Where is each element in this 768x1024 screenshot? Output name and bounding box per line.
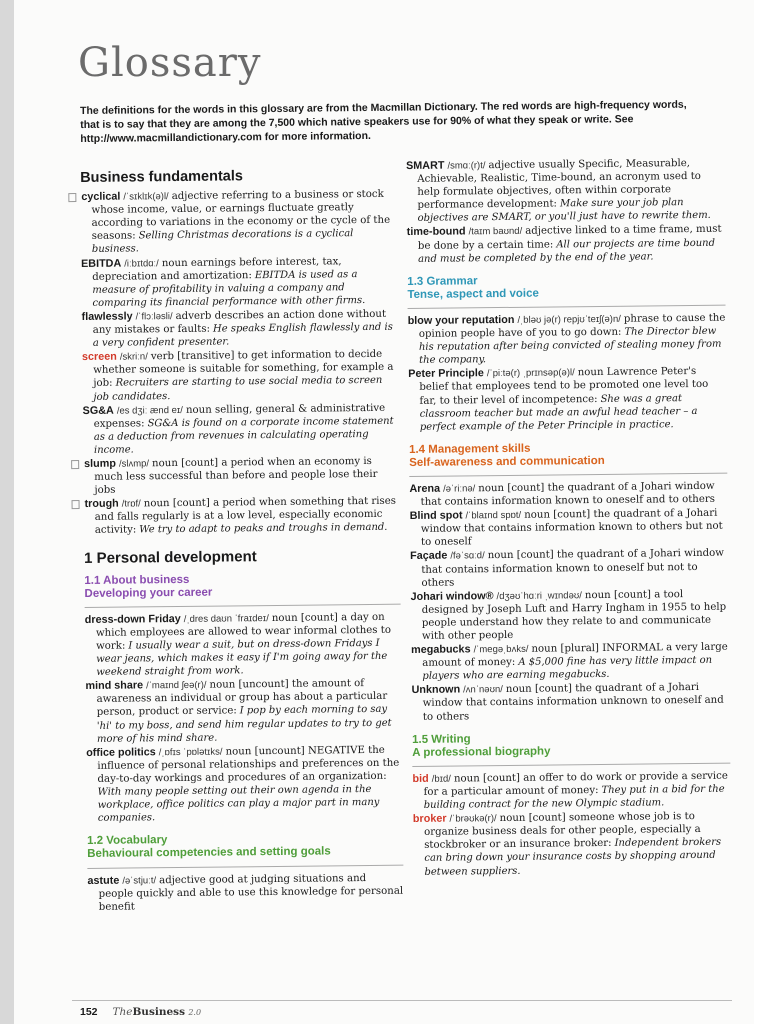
- glossary-entry: [413, 810, 732, 879]
- headword: cyclical: [81, 190, 121, 204]
- pronunciation: /trɒf/: [121, 498, 141, 510]
- pronunciation: /ˈblaɪnd spɒt/: [465, 509, 522, 522]
- headword: flawlessly: [81, 310, 133, 323]
- glossary-entry: [81, 254, 398, 310]
- definition: noun [count] the quadrant of a Johari window that contains information unknown to oneself and to others: [422, 682, 724, 723]
- headword: EBITDA: [80, 257, 122, 270]
- footer: [80, 1006, 201, 1018]
- footer-rule: [72, 1000, 732, 1001]
- glossary-entry: [406, 157, 725, 226]
- definition: noun [count] the quadrant of a Johari window that contains information known to oneself but not to others: [421, 548, 725, 589]
- subsection-name: Developing your career: [84, 586, 213, 600]
- glossary-entry: [85, 677, 402, 746]
- business-entries: [80, 188, 400, 538]
- headword: Arena: [409, 482, 441, 495]
- brand-prefix: The: [112, 1006, 133, 1018]
- subsection-number: 1.2 Vocabulary: [87, 834, 168, 848]
- pronunciation: /iːbɪtdɑː/: [124, 257, 159, 270]
- example: I pop by each morning to say 'hi' to my boss, and send him regular updates to try to get more of his mind share.: [96, 704, 392, 745]
- example: She was a great classroom teacher but made an awful head teacher – a perfect example of the Peter Principle in practice.: [419, 392, 698, 433]
- glossary-entry: [84, 495, 400, 538]
- headword: megabucks: [411, 643, 471, 657]
- checkbox-marker-icon: [72, 500, 80, 509]
- headword: blow your reputation: [407, 313, 515, 327]
- brand-version: 2.0: [188, 1008, 202, 1017]
- definition: verb [transitive] to get information to decide whether someone is suitable for something, for example a job:: [93, 349, 394, 390]
- business-heading: Business fundamentals: [80, 168, 243, 186]
- definition: noun [plural] INFORMAL a very large amount of money:: [422, 641, 728, 670]
- definition: noun [count] someone whose job is to organize business deals for other people, especially a stockbroker or an insurance broker:: [423, 811, 701, 852]
- glossary-entry: [408, 312, 727, 368]
- example: SG&A is found on a corporate income statement as a deduction from revenues in calculating operating income.: [93, 415, 394, 456]
- headword: dress-down Friday: [84, 612, 181, 626]
- subsection-name: A professional biography: [412, 745, 551, 759]
- glossary-entry: [85, 610, 402, 679]
- pronunciation: /ˈmegəˌbʌks/: [473, 643, 529, 656]
- definition: noun [count] an offer to do work or provide a service for a particular amount of money:: [423, 770, 728, 798]
- glossary-entry: [408, 365, 727, 434]
- glossary-entry: [83, 401, 400, 457]
- pronunciation: /bɪd/: [431, 773, 451, 785]
- glossary-entry: [86, 743, 403, 825]
- management-entries: [409, 480, 730, 724]
- subsection-name: Self-awareness and communication: [409, 454, 605, 469]
- glossary-entry: [412, 769, 730, 812]
- personal-sub2-entries: [87, 871, 403, 914]
- example: We try to adapt to peaks and troughs in demand.: [139, 522, 388, 536]
- definition: noun Lawrence Peter's belief that employees tend to be promoted one level too far, to their level of incompetence:: [419, 366, 709, 407]
- headword: Blind spot: [409, 509, 463, 523]
- headword: slump: [84, 457, 116, 470]
- definition: noun [count] the quadrant of a Johari window that contains information known to oneself and to others: [420, 480, 716, 508]
- headword: astute: [87, 874, 120, 887]
- page-edge: [0, 0, 14, 1024]
- grammar-entries: [408, 312, 727, 434]
- headword: Johari window®: [410, 589, 494, 603]
- writing-entries: [412, 769, 731, 878]
- pronunciation: /ˌdres daʊn ˈfraɪdeɪ/: [183, 612, 269, 625]
- glossary-entry: [83, 455, 399, 498]
- example: Recruiters are starting to use social media to screen job candidates.: [93, 375, 383, 403]
- subsection-number: 1.4 Management skills: [408, 442, 531, 456]
- definition: noun [uncount] the amount of awareness an individual or group has about a particular person, product or service:: [96, 678, 388, 719]
- headword: SMART: [406, 159, 445, 172]
- glossary-entry: [410, 507, 728, 550]
- pronunciation: /es dʒiː ænd eɪ/: [116, 404, 183, 417]
- subsection-name: Behavioural competencies and setting goals: [87, 845, 331, 861]
- checkbox-marker-icon: [68, 193, 76, 202]
- glossary-entry: [411, 641, 729, 684]
- glossary-entry: [410, 547, 728, 590]
- definition: noun [count] a period when something that rises and falls regularly is at a low level, especially economic activity:: [94, 495, 397, 537]
- glossary-entry: [411, 587, 730, 643]
- glossary-entry: [87, 871, 403, 914]
- subsection-1-5: [412, 730, 730, 767]
- example: All our projects are time bound and must be completed by the end of the year.: [417, 237, 716, 265]
- subsection-1-2: [87, 832, 403, 868]
- glossary-entry: [407, 223, 725, 266]
- page: [14, 0, 754, 1024]
- pronunciation: /əˈstjuːt/: [122, 874, 157, 887]
- example: I usually wear a suit, but on dress-down Fridays I wear jeans, which makes it easy if I'm going away for the weekend straight from work.: [96, 637, 388, 679]
- headword: mind share: [85, 679, 144, 693]
- definition: noun [count] the quadrant of a Johari window that contains information known to others but not to oneself: [420, 507, 723, 549]
- right-column: [406, 157, 732, 880]
- pronunciation: /smɑː(r)t/: [447, 160, 486, 172]
- glossary-entry: [80, 188, 397, 257]
- definition: phrase to cause the opinion people have of you to go down:: [418, 312, 726, 340]
- definition: adverb describes an action done without any mistakes or faults:: [92, 308, 387, 336]
- definition: noun [uncount] NEGATIVE the influence of personal relationships and preferences on the day-to-day workings and procedures of an organization:: [97, 744, 400, 785]
- definition: adjective linked to a time frame, must be done by a certain time:: [417, 224, 722, 252]
- pronunciation: /ˌɒfɪs ˈpɒlətɪks/: [158, 746, 223, 758]
- right-top-entries: [406, 157, 725, 266]
- pronunciation: /ˈsɪklɪk(ə)l/: [123, 191, 169, 203]
- subsection-name: Tense, aspect and voice: [407, 287, 539, 301]
- intro-text: The definitions for the words in this glossary are from the Macmillan Dictionary. The red words are high-frequency words, that is to say that they are among the 7,500 which native speakers use for 90% of what they speak or write. See http://www.macmillandictionary.com for more information.: [80, 98, 687, 145]
- example: They put in a bid for the building contract for the new Olympic stadium.: [423, 783, 725, 811]
- headword: bid: [412, 772, 429, 785]
- pronunciation: /ˈflɔːləsli/: [135, 310, 173, 323]
- subsection-1-3: [407, 272, 725, 309]
- subsection-number: 1.5 Writing: [412, 733, 471, 746]
- headword: time-bound: [406, 225, 466, 239]
- example: Make sure your job plan objectives are SMART, or you'll just have to rewrite them.: [417, 197, 711, 225]
- headword: trough: [84, 497, 119, 511]
- pronunciation: /fəˈsɑːd/: [450, 550, 485, 562]
- page-number: 152: [80, 1006, 98, 1018]
- definition: noun selling, general & administrative expenses:: [93, 402, 386, 430]
- definition: adjective good at judging situations and people quickly and able to use this knowledge for personal benefit: [98, 872, 404, 913]
- pronunciation: /ˈbrəʊkə(r)/: [449, 813, 497, 825]
- example: He speaks English flawlessly and is a very confident presenter.: [92, 321, 393, 349]
- pronunciation: /skriːn/: [119, 351, 148, 363]
- definition: noun [count] a period when an economy is much less successful than before and people lose their jobs: [94, 455, 378, 497]
- example: EBITDA is used as a measure of profitability in valuing a company and comparing its financial performance with other firms.: [92, 268, 366, 309]
- subsection-1-4: [409, 440, 727, 477]
- example: A $5,000 fine has very little impact on players who are earning megabucks.: [422, 655, 713, 683]
- personal-heading: 1 Personal development: [84, 547, 257, 567]
- pronunciation: /ˌbləʊ jə(r) repjʊˈteɪʃ(ə)n/: [517, 313, 621, 326]
- definition: noun [count] a day on which employees are allowed to wear informal clothes to work:: [95, 611, 392, 652]
- glossary-entry: [82, 308, 398, 351]
- headword: Peter Principle: [408, 367, 484, 381]
- pronunciation: /ˈpiːtə(r) ˌprɪnsəp(ə)l/: [486, 367, 575, 380]
- subsection-1-1: [84, 571, 400, 607]
- glossary-entry: [409, 480, 727, 510]
- glossary-entry: [411, 681, 729, 724]
- headword: office politics: [86, 745, 156, 759]
- pronunciation: /ˈmaɪnd ʃeə(r)/: [146, 679, 207, 692]
- pronunciation: /slʌmp/: [118, 458, 150, 470]
- headword: SG&A: [82, 404, 114, 417]
- subsection-number: 1.1 About business: [84, 573, 190, 587]
- checkbox-marker-icon: [71, 460, 79, 469]
- definition: noun earnings before interest, tax, depreciation and amortization:: [92, 255, 342, 283]
- left-column: [80, 161, 404, 915]
- headword: broker: [412, 812, 447, 826]
- glossary-entry: [82, 348, 399, 404]
- brand-name: Business: [132, 1006, 185, 1018]
- brand-logo: [112, 1006, 201, 1018]
- headword: Unknown: [411, 683, 461, 697]
- definition: noun [count] a tool designed by Joseph Luft and Harry Ingham in 1955 to help people understand how they relate to and communicate with other people: [421, 588, 727, 642]
- subsection-number: 1.3 Grammar: [407, 275, 478, 288]
- pronunciation: /əˈriːnə/: [443, 483, 476, 495]
- example: With many people setting out their own agenda in the workplace, office politics can play a major part in many companies.: [97, 784, 380, 825]
- example: Independent brokers can bring down your insurance costs by shopping around between suppliers.: [424, 837, 722, 878]
- example: Selling Christmas decorations is a cyclical business.: [91, 228, 354, 256]
- pronunciation: /dʒəʊˈhɑːri ˌwɪndəʊ/: [496, 589, 582, 602]
- definition: adjective usually Specific, Measurable, Achievable, Realistic, Time-bound, an acronym used to help formulate objectives, often within corporate performance development:: [417, 158, 701, 212]
- definition: adjective referring to a business or stock whose income, value, or earnings fluctuate greatly according to variations in the economy or the cycle of the seasons:: [91, 188, 391, 243]
- page-title: Glossary: [78, 40, 262, 86]
- headword: Façade: [410, 550, 448, 563]
- pronunciation: /taɪm baʊnd/: [468, 226, 523, 238]
- example: The Director blew his reputation after being convicted of stealing money from the company.: [418, 325, 722, 367]
- personal-sub1-entries: [85, 610, 403, 825]
- pronunciation: /ʌnˈnəʊn/: [463, 684, 503, 696]
- headword: screen: [81, 350, 117, 364]
